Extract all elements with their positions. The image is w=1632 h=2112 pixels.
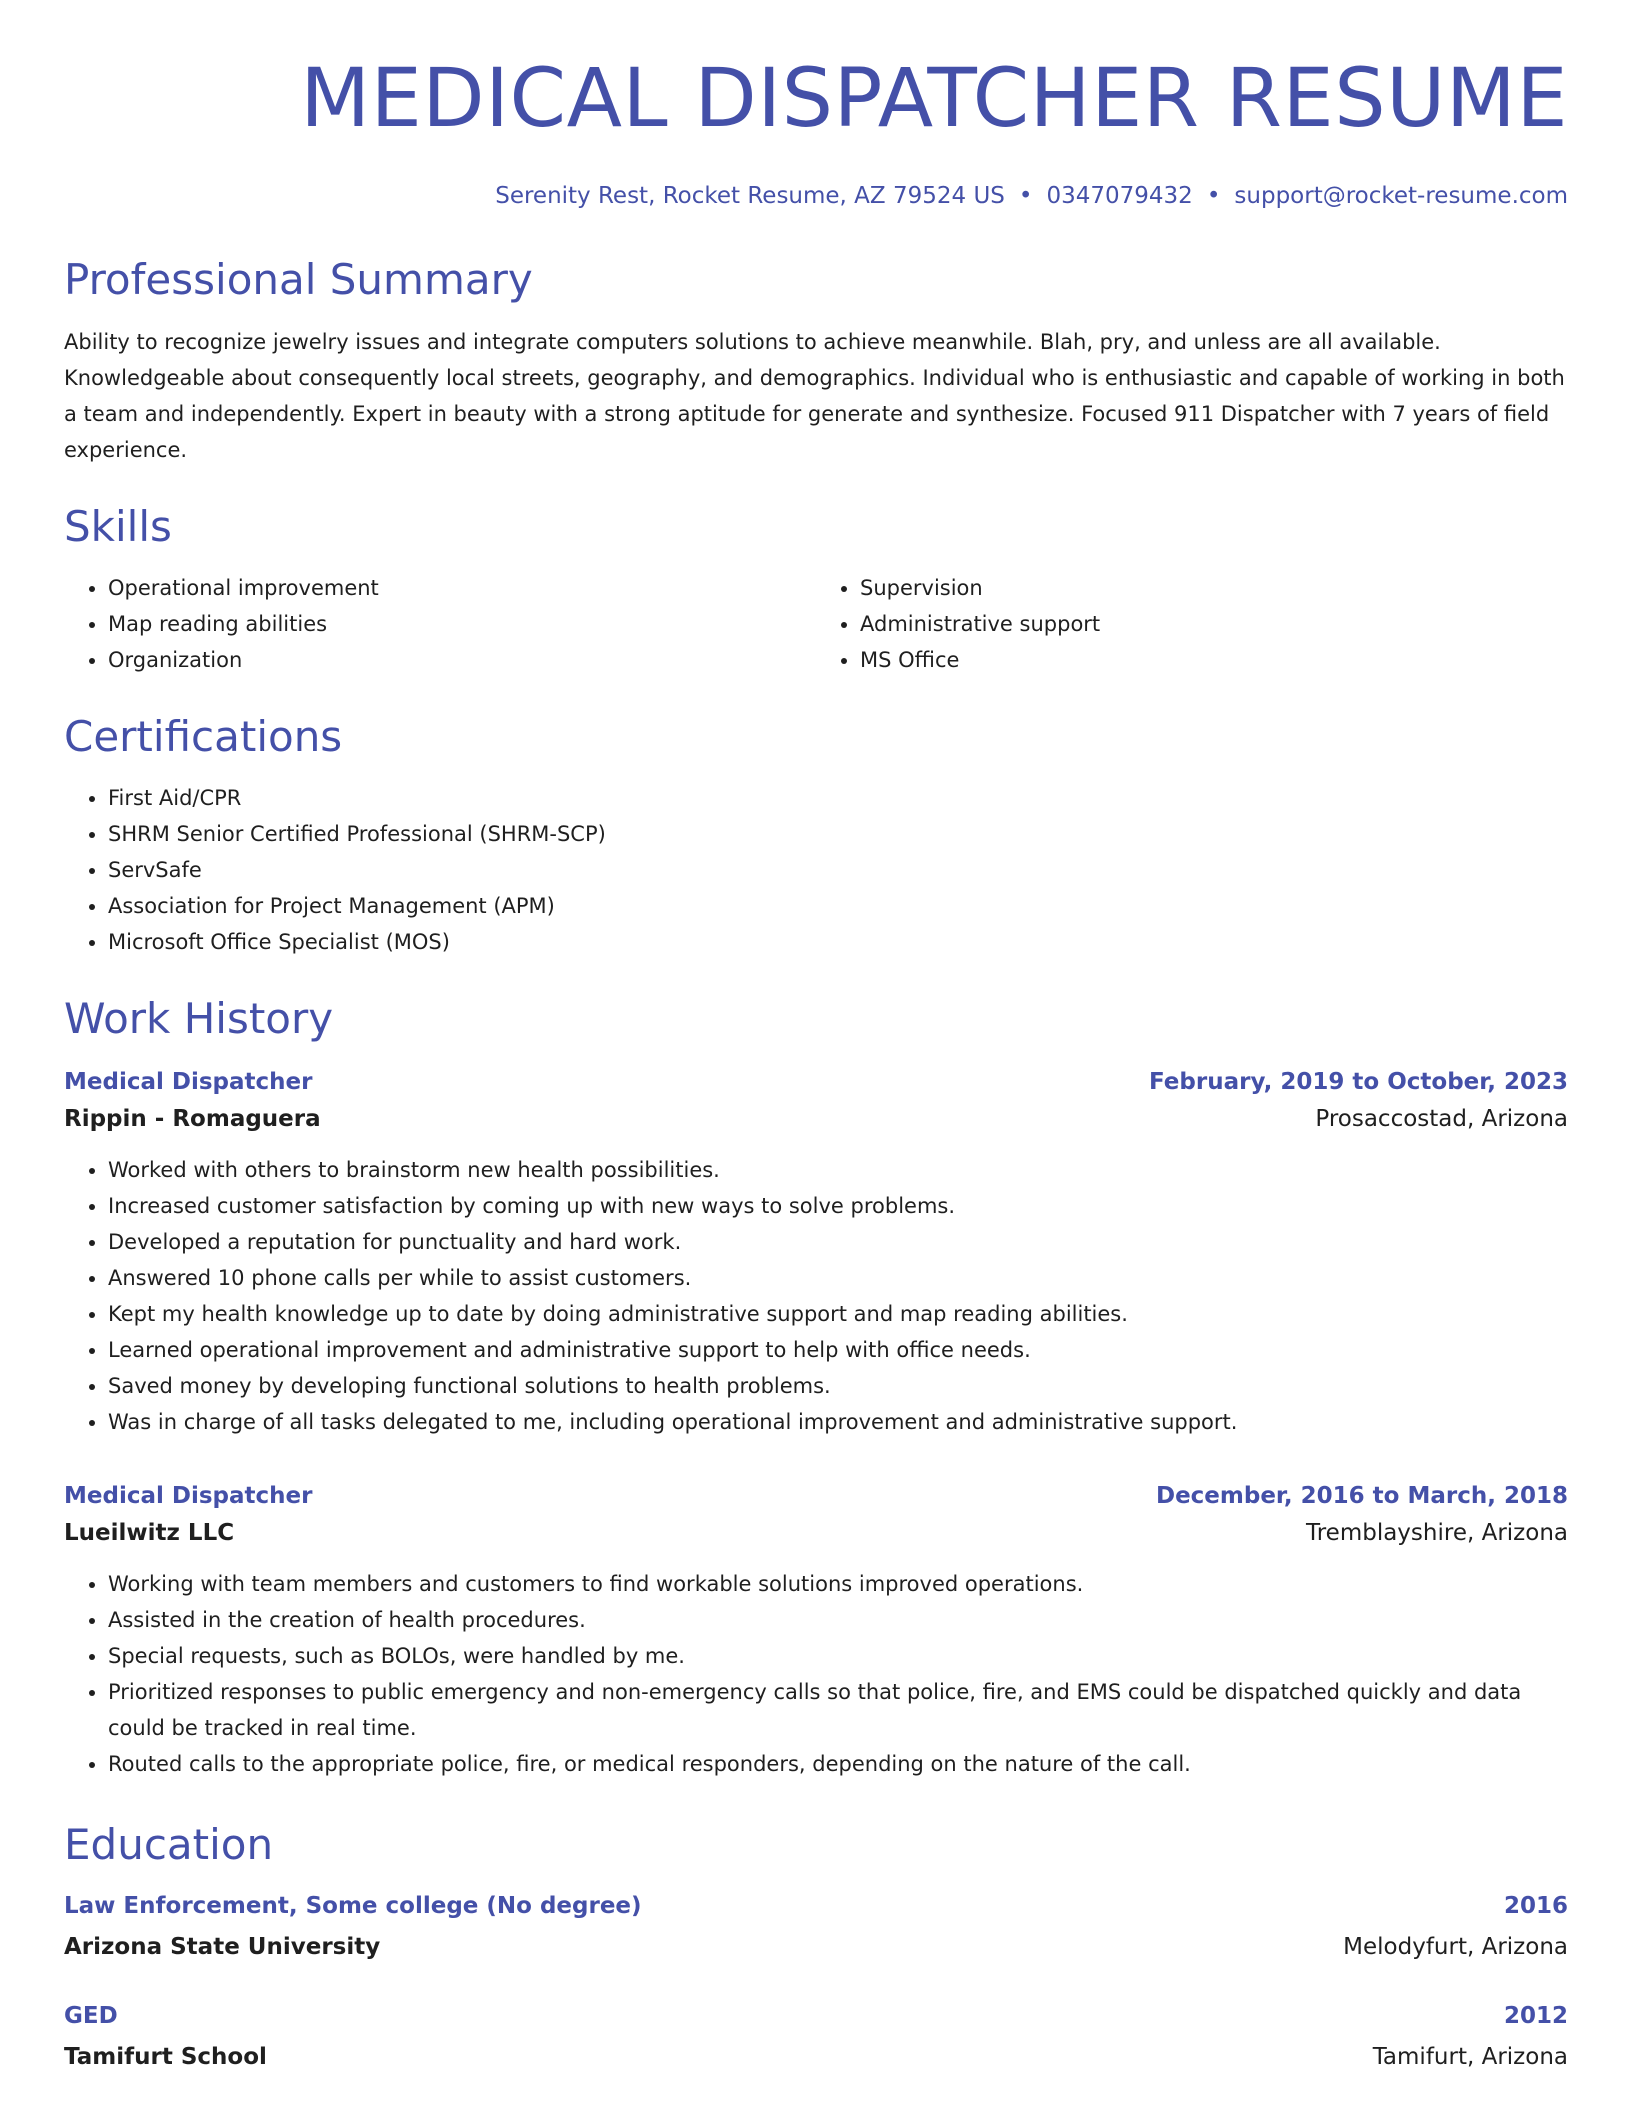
resume-header [64,0,1568,209]
education-school-row [64,2038,1568,2076]
skill-item: • Administrative support [860,606,1568,642]
work-history-section [64,996,1568,1782]
job-bullet: • Assisted in the creation of health procedures. [108,1602,1568,1638]
skill-item: • Supervision [860,570,1568,606]
job-bullet: • Special requests, such as BOLOs, were handled by me. [108,1638,1568,1674]
certification-item: • SHRM Senior Certified Professional (SHRM-SCP) [108,816,1568,852]
job-title: Medical Dispatcher [64,1483,313,1510]
job-entry [64,1478,1568,1782]
contact-separator: • [1206,183,1221,210]
education-year: 2012 [1503,2003,1568,2030]
job-bullet: • Working with team members and customers to find workable solutions improved operations. [108,1566,1568,1602]
job-dates: December, 2016 to March, 2018 [1155,1483,1568,1510]
education-entry [64,1998,1568,2076]
section-heading: Work History [64,994,334,1044]
job-bullet: • Prioritized responses to public emergency and non-emergency calls so that police, fire, and EMS could be dispatched quickly and data could be tracked in real time. [108,1674,1568,1746]
contact-separator: • [1018,183,1033,210]
job-title-row [64,1064,1568,1100]
skill-item: • Operational improvement [108,570,816,606]
certification-item: • Microsoft Office Specialist (MOS) [108,924,1568,960]
section-heading: Skills [64,501,172,551]
job-company: Lueilwitz LLC [64,1520,235,1547]
section-heading: Certifications [64,711,343,761]
certification-item: • Association for Project Management (APM) [108,888,1568,924]
skills-columns [64,570,1568,678]
education-entry [64,1888,1568,1966]
contact-phone: 0347079432 [1046,183,1193,210]
section-heading: Education [64,1820,274,1870]
education-degree-row [64,1888,1568,1924]
skill-item: • MS Office [860,642,1568,678]
skills-section [64,501,1568,678]
education-section [64,1822,1568,2076]
job-company: Rippin - Romaguera [64,1106,321,1133]
job-bullet: • Kept my health knowledge up to date by doing administrative support and map reading abilities. [108,1296,1568,1332]
education-location: Melodyfurt, Arizona [1343,1934,1568,1961]
job-location: Tremblayshire, Arizona [1306,1520,1568,1547]
contact-line [64,183,1568,209]
education-degree: GED [64,2003,118,2030]
job-bullet: • Developed a reputation for punctuality and hard work. [108,1224,1568,1260]
job-location: Prosaccostad, Arizona [1315,1106,1568,1133]
certifications-list [64,780,1568,960]
job-bullet: • Saved money by developing functional solutions to health problems. [108,1368,1568,1404]
resume-title: MEDICAL DISPATCHER RESUME [300,52,1568,146]
education-location: Tamifurt, Arizona [1372,2044,1568,2071]
skill-item: • Map reading abilities [108,606,816,642]
job-title-row [64,1478,1568,1514]
professional-summary-section [64,257,1568,467]
job-bullets [64,1566,1568,1782]
certification-item: • First Aid/CPR [108,780,1568,816]
job-bullet: • Worked with others to brainstorm new health possibilities. [108,1152,1568,1188]
contact-email: support@rocket-resume.com [1234,183,1568,210]
job-bullet: • Learned operational improvement and administrative support to help with office needs. [108,1332,1568,1368]
education-degree-row [64,1998,1568,2034]
education-year: 2016 [1503,1893,1568,1920]
job-bullet: • Routed calls to the appropriate police, fire, or medical responders, depending on the nature of the call. [108,1746,1568,1782]
job-bullet: • Was in charge of all tasks delegated to me, including operational improvement and administrative support. [108,1404,1568,1440]
job-company-row [64,1514,1568,1552]
education-school-row [64,1928,1568,1966]
skills-list-left [64,570,816,678]
certification-item: • ServSafe [108,852,1568,888]
skills-list-right [816,570,1568,678]
education-degree: Law Enforcement, Some college (No degree) [64,1893,642,1920]
job-dates: February, 2019 to October, 2023 [1149,1069,1568,1096]
job-bullet: • Answered 10 phone calls per while to assist customers. [108,1260,1568,1296]
education-school: Tamifurt School [64,2044,267,2071]
job-entry [64,1064,1568,1440]
section-heading: Professional Summary [64,255,533,305]
job-company-row [64,1100,1568,1138]
contact-address: Serenity Rest, Rocket Resume, AZ 79524 US [495,183,1005,210]
skill-item: • Organization [108,642,816,678]
job-bullets [64,1152,1568,1440]
summary-text: Ability to recognize jewelry issues and integrate computers solutions to achieve meanwhile. Blah, pry, and unless are all available. Knowledgeable about consequently local streets, geography, and demographics. Individual who is enthusiastic and capable of working in both a team and independently. Expert in beauty with a strong aptitude for generate and synthesize. Focused 911 Dispatcher with 7 years of field experience. [64,329,1565,462]
education-school: Arizona State University [64,1934,381,1961]
job-title: Medical Dispatcher [64,1069,313,1096]
job-bullet: • Increased customer satisfaction by coming up with new ways to solve problems. [108,1188,1568,1224]
certifications-section [64,711,1568,960]
